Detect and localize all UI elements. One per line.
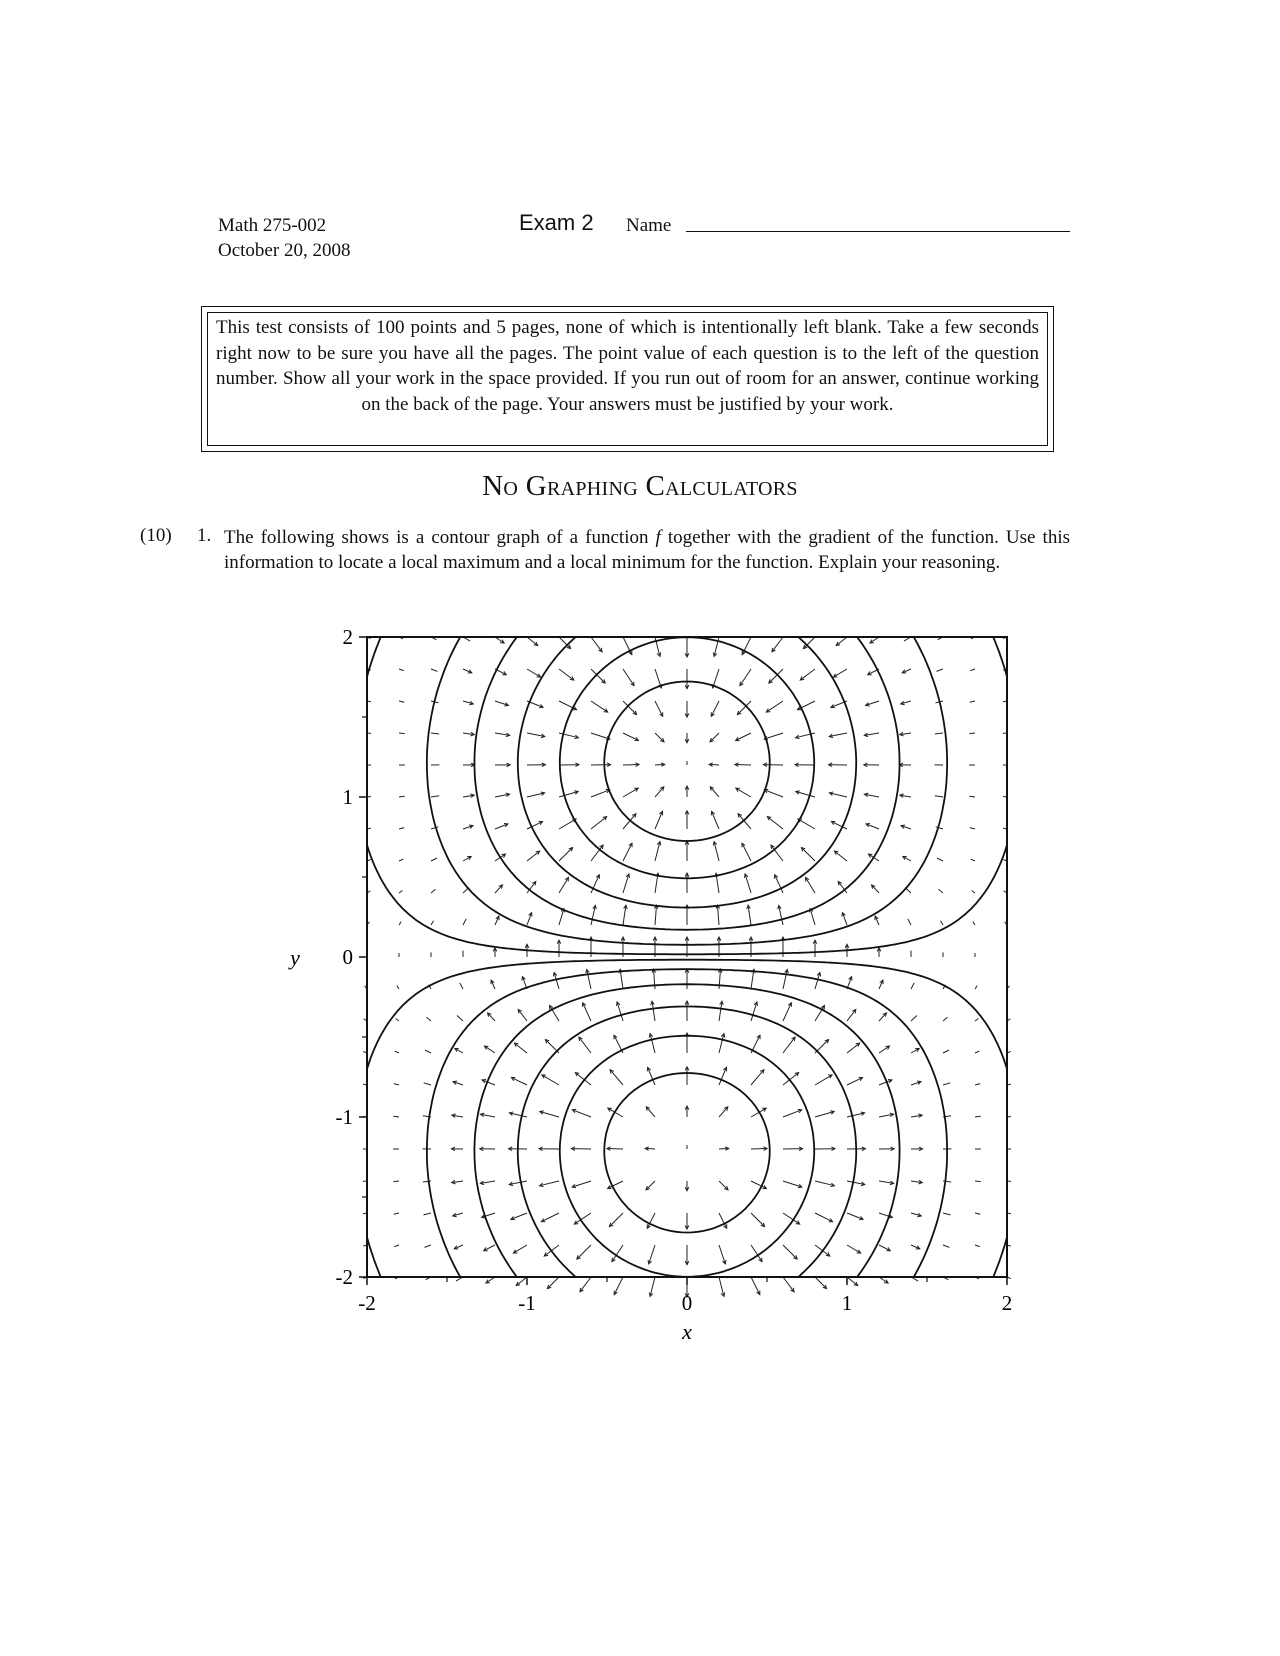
gradient-arrow [423, 1181, 431, 1182]
gradient-arrow [975, 1116, 981, 1117]
gradient-arrow [655, 787, 664, 797]
gradient-arrow [463, 919, 466, 925]
gradient-arrow [971, 859, 975, 861]
gradient-arrow [719, 1181, 728, 1190]
gradient-arrow [710, 733, 719, 742]
gradient-arrow [943, 1050, 949, 1053]
y-axis-label: y [290, 945, 300, 970]
gradient-arrow [772, 637, 783, 652]
gradient-arrow [815, 1277, 827, 1289]
gradient-arrow [975, 1051, 979, 1053]
gradient-arrow [511, 1078, 527, 1085]
course-code: Math 275-002 [218, 215, 327, 236]
gradient-arrow [935, 796, 943, 797]
exam-date: October 20, 2008 [218, 240, 351, 261]
gradient-arrow [424, 1213, 432, 1215]
gradient-arrow [623, 669, 634, 686]
gradient-arrow [935, 733, 943, 734]
x-tick-label: -2 [358, 1291, 376, 1315]
gradient-arrow [579, 1037, 591, 1053]
gradient-arrow [424, 1083, 431, 1085]
gradient-arrow [591, 701, 608, 712]
x-axis-label: x [682, 1319, 692, 1344]
gradient-arrow [527, 637, 538, 646]
gradient-arrow [908, 919, 911, 925]
gradient-arrow [735, 765, 751, 766]
gradient-arrow [783, 1277, 794, 1292]
gradient-arrow [591, 790, 610, 797]
gradient-arrow [655, 811, 662, 829]
gradient-arrow [719, 1245, 725, 1264]
gradient-arrow [559, 792, 578, 798]
gradient-arrow [764, 790, 783, 797]
gradient-arrow [745, 874, 751, 893]
gradient-arrow [399, 828, 404, 829]
gradient-arrow [943, 1245, 950, 1247]
gradient-arrow [393, 1181, 399, 1182]
gradient-arrow [399, 669, 404, 671]
gradient-arrow [397, 986, 399, 989]
y-tick-label: 0 [342, 945, 353, 969]
gradient-arrow [399, 701, 404, 702]
gradient-arrow [751, 1149, 767, 1150]
gradient-arrow [740, 669, 751, 686]
gradient-arrow [425, 1245, 432, 1247]
gradient-arrow [425, 1050, 431, 1053]
gradient-arrow [623, 788, 638, 797]
gradient-arrow [580, 1277, 591, 1292]
gradient-arrow [394, 1213, 399, 1214]
gradient-arrow [591, 637, 602, 652]
gradient-arrow [969, 733, 975, 734]
gradient-arrow [559, 819, 576, 829]
gradient-arrow [836, 637, 847, 646]
gradient-arrow [541, 1213, 559, 1222]
gradient-arrow [975, 1213, 980, 1214]
gradient-arrow [975, 1181, 981, 1182]
gradient-field [363, 637, 1011, 1297]
gradient-arrow [970, 828, 975, 829]
gradient-arrow [427, 1017, 432, 1021]
gradient-arrow [583, 1003, 591, 1021]
y-tick-label: -1 [335, 1105, 353, 1129]
gradient-arrow [764, 733, 783, 739]
gradient-arrow [751, 1277, 760, 1295]
gradient-arrow [623, 733, 638, 741]
gradient-arrow [655, 701, 663, 716]
gradient-arrow [559, 669, 574, 680]
gradient-arrow [431, 858, 437, 861]
contour-line [604, 1073, 769, 1233]
gradient-arrow [457, 1016, 463, 1022]
gradient-arrow [975, 1019, 978, 1022]
gradient-arrow [577, 1245, 591, 1259]
gradient-arrow [834, 851, 847, 861]
gradient-arrow [610, 1070, 623, 1085]
gradient-arrow [399, 891, 402, 894]
function-variable: f [655, 527, 661, 548]
x-tick-label: 0 [681, 1291, 693, 1315]
gradient-arrow [394, 1084, 399, 1085]
gradient-arrow [911, 983, 914, 989]
y-tick-label: 1 [342, 785, 353, 809]
gradient-arrow [847, 1213, 863, 1219]
gradient-arrow [970, 701, 975, 702]
gradient-arrow [460, 983, 463, 989]
gradient-arrow [937, 858, 943, 861]
y-tick-label: 2 [342, 625, 353, 649]
gradient-arrow [972, 891, 975, 894]
gradient-arrow [783, 1181, 802, 1187]
question-number: 1. [197, 525, 212, 546]
gradient-arrow [751, 1070, 764, 1085]
gradient-arrow [607, 1149, 623, 1150]
gradient-arrow [847, 1078, 863, 1085]
gradient-arrow [939, 889, 944, 893]
gradient-arrow [591, 817, 607, 829]
gradient-arrow [815, 1075, 832, 1085]
gradient-arrow [646, 1181, 655, 1190]
gradient-arrow [559, 878, 569, 894]
gradient-arrow [975, 1084, 980, 1085]
gradient-arrow [572, 1181, 591, 1187]
gradient-arrow [783, 1110, 802, 1117]
gradient-arrow [815, 1112, 834, 1118]
gradient-arrow [736, 733, 751, 741]
gradient-arrow [767, 817, 783, 829]
gradient-arrow [614, 1277, 623, 1295]
gradient-arrow [847, 1043, 860, 1053]
name-label: Name [626, 215, 672, 236]
gradient-arrow [742, 843, 751, 861]
gradient-arrow [399, 922, 401, 925]
gradient-arrow [431, 889, 436, 893]
question-text-part2: together with the gradient of the function. Use this information to locate a local maximum and a local minimum for the function. Explain your reasoning. [224, 527, 1070, 573]
gradient-arrow [547, 1277, 559, 1289]
gradient-arrow [801, 848, 815, 862]
gradient-arrow [516, 1277, 527, 1286]
gradient-arrow [399, 796, 405, 797]
gradient-arrow [736, 788, 751, 797]
gradient-arrow [969, 796, 975, 797]
gradient-arrow [937, 669, 944, 671]
gradient-arrow [393, 1116, 399, 1117]
gradient-arrow [796, 792, 815, 798]
gradient-arrow [783, 1003, 791, 1021]
axes [288, 625, 1012, 1344]
gradient-arrow [766, 701, 783, 712]
gradient-arrow [815, 1213, 833, 1222]
gradient-arrow [712, 811, 719, 829]
gradient-arrow [847, 1245, 861, 1253]
gradient-arrow [655, 733, 664, 742]
gradient-arrow [751, 1002, 757, 1021]
gradient-arrow [710, 787, 719, 797]
gradient-arrow [973, 922, 975, 925]
gradient-arrow [719, 1107, 728, 1117]
gradient-arrow [399, 733, 405, 734]
x-tick-label: -1 [518, 1291, 536, 1315]
gradient-arrow [783, 1037, 795, 1053]
gradient-arrow [431, 827, 438, 829]
gradient-arrow [431, 733, 439, 734]
gradient-arrow [591, 669, 605, 683]
gradient-arrow [970, 669, 975, 671]
instructions-text: This test consists of 100 points and 5 pages, none of which is intentionally left blank. Take a few seconds right now to be sure you have all the pages. The point value of each question is to the left of the question number. Show all your work in the space provided. If you run out of room for an answer, continue working on the back of the page. Your answers must be justified by your work. [207, 312, 1048, 446]
gradient-arrow [941, 921, 944, 925]
gradient-arrow [943, 1181, 951, 1182]
gradient-arrow [975, 1245, 980, 1247]
gradient-arrow [514, 1043, 527, 1053]
gradient-arrow [783, 1245, 797, 1259]
x-tick-label: 2 [1001, 1291, 1013, 1315]
exam-title: Exam 2 [519, 210, 594, 235]
question-points: (10) [140, 525, 172, 546]
x-tick-label: 1 [841, 1291, 853, 1315]
gradient-arrow [617, 1002, 623, 1021]
gradient-arrow [646, 1107, 655, 1117]
gradient-arrow [943, 1083, 950, 1085]
gradient-arrow [711, 701, 719, 716]
gradient-arrow [833, 669, 847, 677]
gradient-arrow [847, 1010, 856, 1022]
gradient-arrow [431, 669, 438, 671]
gradient-arrow [800, 669, 815, 680]
gradient-arrow [527, 851, 540, 861]
gradient-arrow [518, 1010, 527, 1022]
gradient-arrow [609, 1213, 623, 1227]
gradient-arrow [513, 1245, 527, 1253]
gradient-arrow [649, 1245, 655, 1264]
gradient-arrow [847, 1277, 858, 1286]
gradient-arrow [542, 1075, 559, 1085]
gradient-arrow [395, 1051, 399, 1053]
gradient-arrow [943, 1213, 951, 1215]
gradient-arrow [751, 1213, 765, 1227]
gradient-arrow [936, 827, 943, 829]
gradient-arrow [431, 921, 434, 925]
gradient-arrow [623, 765, 639, 766]
gradient-arrow [806, 878, 816, 894]
gradient-arrow [943, 1017, 948, 1021]
gradient-arrow [591, 733, 610, 739]
gradient-arrow [559, 848, 573, 862]
gradient-arrow [540, 1112, 559, 1118]
no-calculators-notice: No Graphing Calculators [482, 470, 798, 502]
question-text-part1: The following shows is a contour graph of a function [224, 527, 656, 548]
gradient-arrow [511, 1213, 527, 1219]
gradient-arrow [623, 843, 632, 861]
gradient-arrow [572, 1110, 591, 1117]
gradient-arrow [975, 986, 977, 989]
gradient-arrow [769, 669, 783, 683]
gradient-arrow [798, 819, 815, 829]
gradient-arrow [396, 1019, 399, 1022]
gradient-arrow [527, 669, 541, 677]
y-tick-label: -2 [335, 1265, 353, 1289]
gradient-arrow [623, 874, 629, 893]
gradient-arrow [431, 796, 439, 797]
gradient-arrow [399, 859, 403, 861]
gradient-arrow [394, 1245, 399, 1247]
gradient-arrow [911, 1016, 917, 1022]
